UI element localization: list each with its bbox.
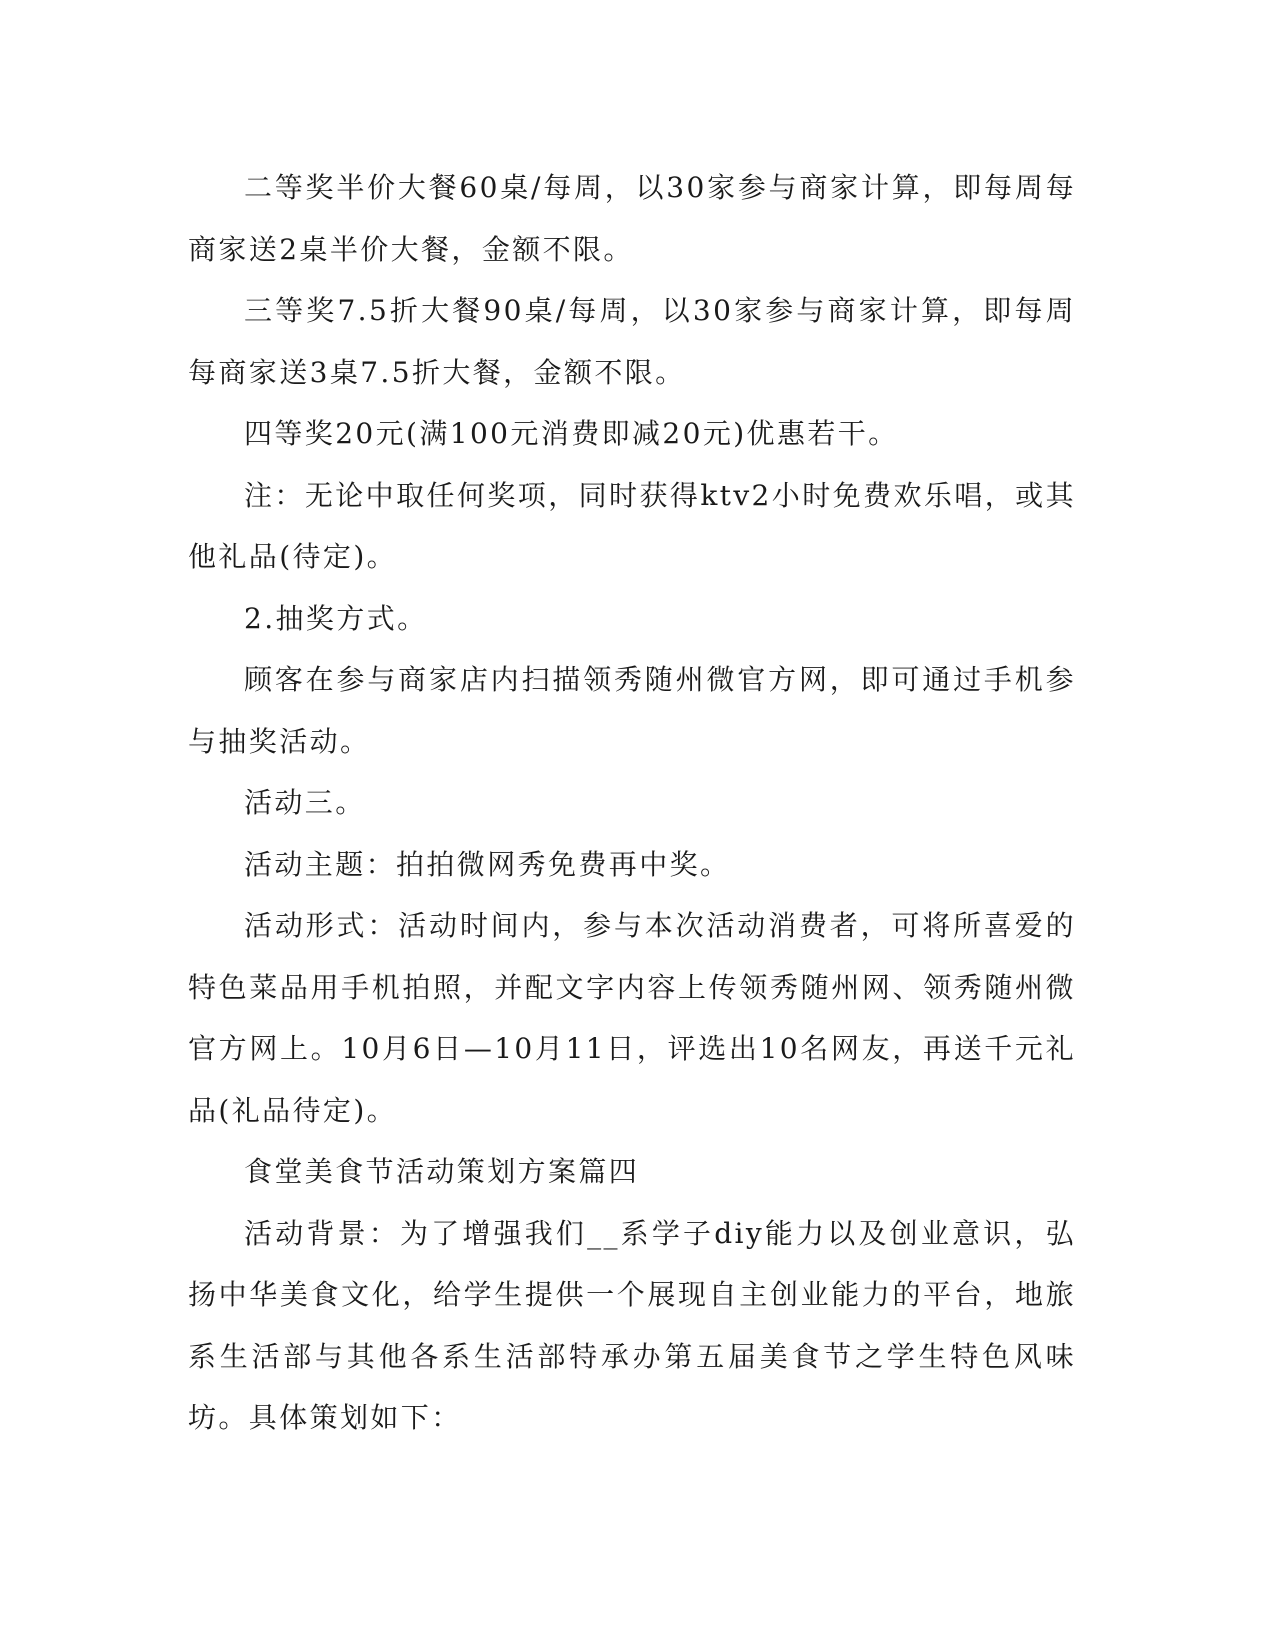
paragraph-note: 注：无论中取任何奖项，同时获得ktv2小时免费欢乐唱，或其他礼品(待定)。	[188, 478, 1076, 573]
paragraph-second-prize: 二等奖半价大餐60桌/每周，以30家参与商家计算，即每周每商家送2桌半价大餐，金额不限。	[188, 171, 1076, 266]
document-body	[188, 157, 1076, 1449]
paragraph-fourth-prize: 四等奖20元(满100元消费即减20元)优惠若干。	[244, 417, 899, 450]
paragraph-activity-theme: 活动主题：拍拍微网秀免费再中奖。	[244, 847, 731, 881]
paragraph-lottery-method: 顾客在参与商家店内扫描领秀随州微官方网，即可通过手机参与抽奖活动。	[188, 663, 1076, 758]
paragraph-activity-background: 活动背景：为了增强我们__系学子diy能力以及创业意识，弘扬中华美食文化，给学生提供一个展现自主创业能力的平台，地旅系生活部与其他各系生活部特承办第五届美食节之学生特色风味坊。具体策划如下：	[188, 1216, 1076, 1434]
paragraph-activity-three-heading: 活动三。	[244, 786, 366, 819]
paragraph-lottery-method-heading: 2.抽奖方式。	[244, 601, 428, 635]
section-title: 食堂美食节活动策划方案篇四	[244, 1155, 640, 1188]
paragraph-activity-form: 活动形式：活动时间内，参与本次活动消费者，可将所喜爱的特色菜品用手机拍照，并配文字内容上传领秀随州网、领秀随州微官方网上。10月6日—10月11日，评选出10名网友，再送千元礼品(礼品待定)。	[188, 909, 1076, 1127]
paragraph-third-prize: 三等奖7.5折大餐90桌/每周，以30家参与商家计算，即每周每商家送3桌7.5折大餐，金额不限。	[188, 294, 1076, 389]
